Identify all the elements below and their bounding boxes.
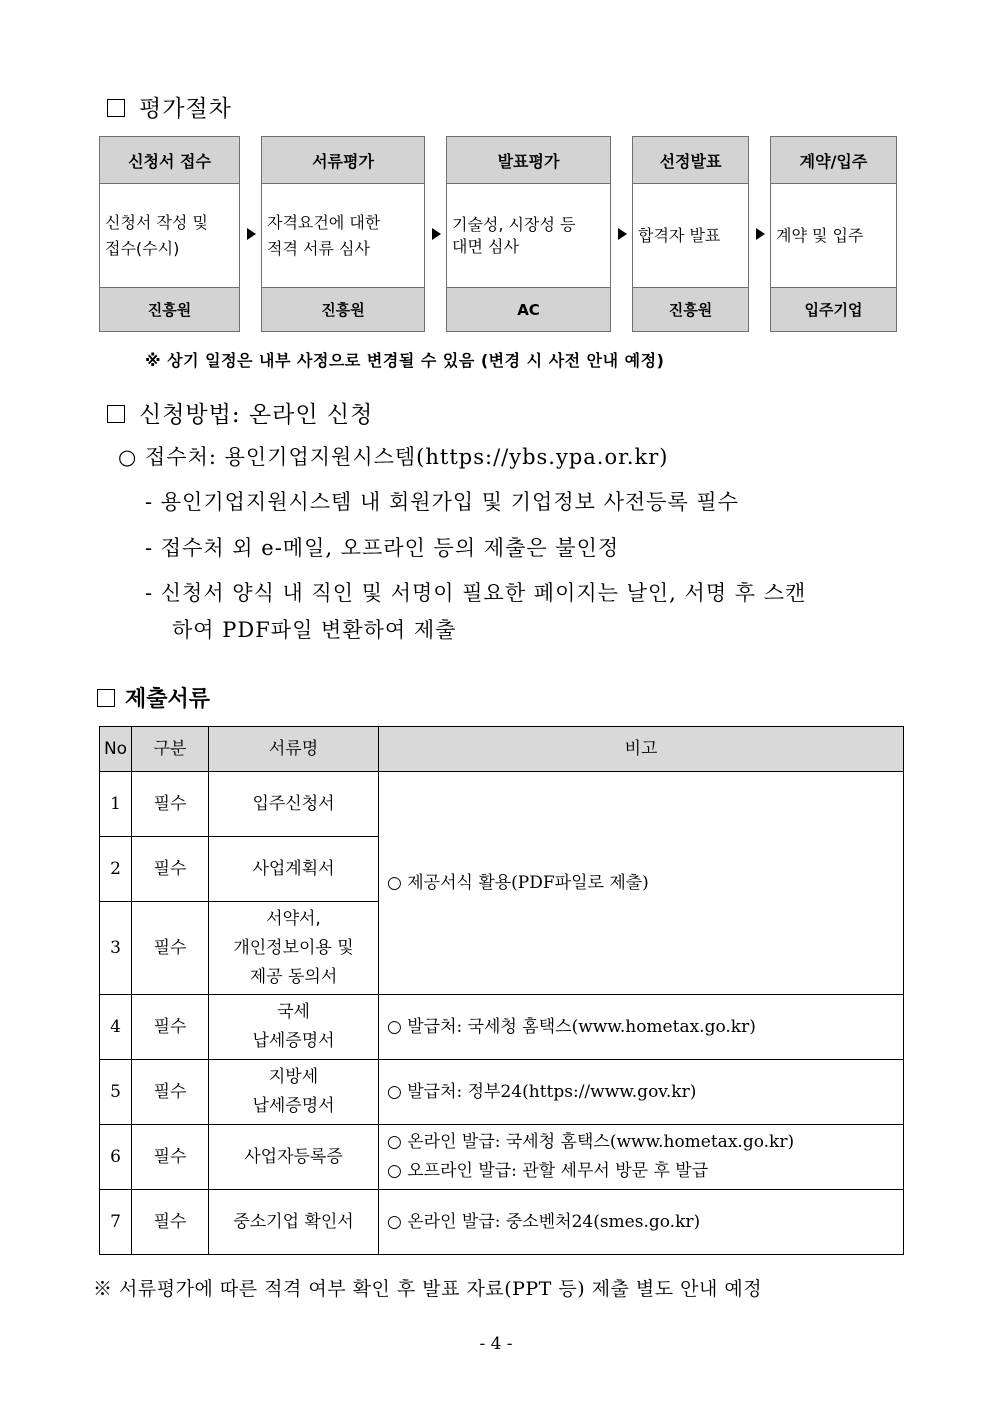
arrow-right-icon [247, 228, 256, 240]
cell-type: 필수 [132, 1190, 209, 1255]
method-item: - 용인기업지원시스템 내 회원가입 및 기업정보 사전등록 필수 [145, 490, 739, 514]
step-footer: AC [447, 287, 610, 331]
cell-doc-name: 국세 납세증명서 [209, 995, 379, 1060]
cell-doc-name: 중소기업 확인서 [209, 1190, 379, 1255]
header-no: No [100, 727, 132, 772]
cell-doc-name: 사업자등록증 [209, 1125, 379, 1190]
checkbox-square-icon [107, 405, 125, 423]
cell-no: 2 [100, 837, 132, 902]
cell-remarks: ○ 온라인 발급: 중소벤처24(smes.go.kr) [379, 1190, 904, 1255]
method-item: - 접수처 외 e-메일, 오프라인 등의 제출은 불인정 [145, 536, 620, 560]
step-body: 자격요건에 대한 적격 서류 심사 [267, 212, 381, 258]
step-footer: 진흥원 [100, 287, 239, 331]
cell-doc-name: 입주신청서 [209, 772, 379, 837]
step-body: 계약 및 입주 [776, 225, 864, 245]
method-item-continued: 하여 PDF파일 변환하여 제출 [172, 618, 457, 642]
process-step-document-review [261, 136, 425, 332]
method-item: - 신청서 양식 내 직인 및 서명이 필요한 페이지는 날인, 서명 후 스캔 [145, 581, 807, 605]
cell-doc-name: 서약서, 개인정보이용 및 제공 동의서 [209, 902, 379, 995]
header-doc-name: 서류명 [209, 727, 379, 772]
step-header: 선정발표 [633, 137, 748, 184]
cell-type: 필수 [132, 1125, 209, 1190]
cell-remarks: ○ 발급처: 국세청 홈택스(www.hometax.go.kr) [379, 995, 904, 1060]
process-step-contract [770, 136, 897, 332]
documents-table [99, 726, 904, 1255]
step-body: 기술성, 시장성 등 대면 심사 [452, 214, 576, 256]
footer-note: ※ 서류평가에 따른 적격 여부 확인 후 발표 자료(PPT 등) 제출 별도 안내 예정 [93, 1278, 763, 1300]
table-row [100, 1190, 904, 1255]
cell-no: 1 [100, 772, 132, 837]
step-footer: 진흥원 [633, 287, 748, 331]
cell-type: 필수 [132, 772, 209, 837]
arrow-right-icon [432, 228, 441, 240]
cell-no: 6 [100, 1125, 132, 1190]
table-row [100, 1125, 904, 1190]
schedule-note: ※ 상기 일정은 내부 사정으로 변경될 수 있음 (변경 시 사전 안내 예정) [145, 351, 665, 370]
checkbox-square-icon [97, 689, 115, 707]
process-step-announcement [632, 136, 749, 332]
step-header: 신청서 접수 [100, 137, 239, 184]
table-row [100, 995, 904, 1060]
cell-type: 필수 [132, 1060, 209, 1125]
step-footer: 진흥원 [262, 287, 424, 331]
table-row [100, 1060, 904, 1125]
step-header: 서류평가 [262, 137, 424, 184]
cell-remarks-shared: ○ 제공서식 활용(PDF파일로 제출) [379, 772, 904, 995]
cell-remarks: ○ 발급처: 정부24(https://www.gov.kr) [379, 1060, 904, 1125]
receiver-info: ○ 접수처: 용인기업지원시스템(https://ybs.ypa.or.kr) [118, 445, 669, 469]
process-step-presentation [446, 136, 611, 332]
arrow-right-icon [756, 228, 765, 240]
section-title-application-method: 신청방법: 온라인 신청 [107, 396, 373, 429]
cell-remarks: ○ 온라인 발급: 국세청 홈택스(www.hometax.go.kr) ○ 오프라인 발급: 관할 세무서 방문 후 발급 [379, 1125, 904, 1190]
cell-type: 필수 [132, 995, 209, 1060]
cell-no: 4 [100, 995, 132, 1060]
cell-no: 3 [100, 902, 132, 995]
table-header-row [100, 727, 904, 772]
page-number: - 4 - [479, 1334, 513, 1354]
cell-doc-name: 사업계획서 [209, 837, 379, 902]
arrow-right-icon [618, 228, 627, 240]
cell-type: 필수 [132, 837, 209, 902]
process-step-application [99, 136, 240, 332]
step-body: 신청서 작성 및 접수(수시) [105, 212, 208, 258]
step-body: 합격자 발표 [638, 225, 721, 245]
cell-type: 필수 [132, 902, 209, 995]
step-header: 계약/입주 [771, 137, 896, 184]
cell-no: 7 [100, 1190, 132, 1255]
cell-doc-name: 지방세 납세증명서 [209, 1060, 379, 1125]
section-title-evaluation: 평가절차 [107, 90, 232, 123]
step-footer: 입주기업 [771, 287, 896, 331]
step-header: 발표평가 [447, 137, 610, 184]
cell-no: 5 [100, 1060, 132, 1125]
header-remarks: 비고 [379, 727, 904, 772]
table-row [100, 772, 904, 837]
header-type: 구분 [132, 727, 209, 772]
checkbox-square-icon [107, 99, 125, 117]
section-title-documents: 제출서류 [97, 682, 210, 713]
